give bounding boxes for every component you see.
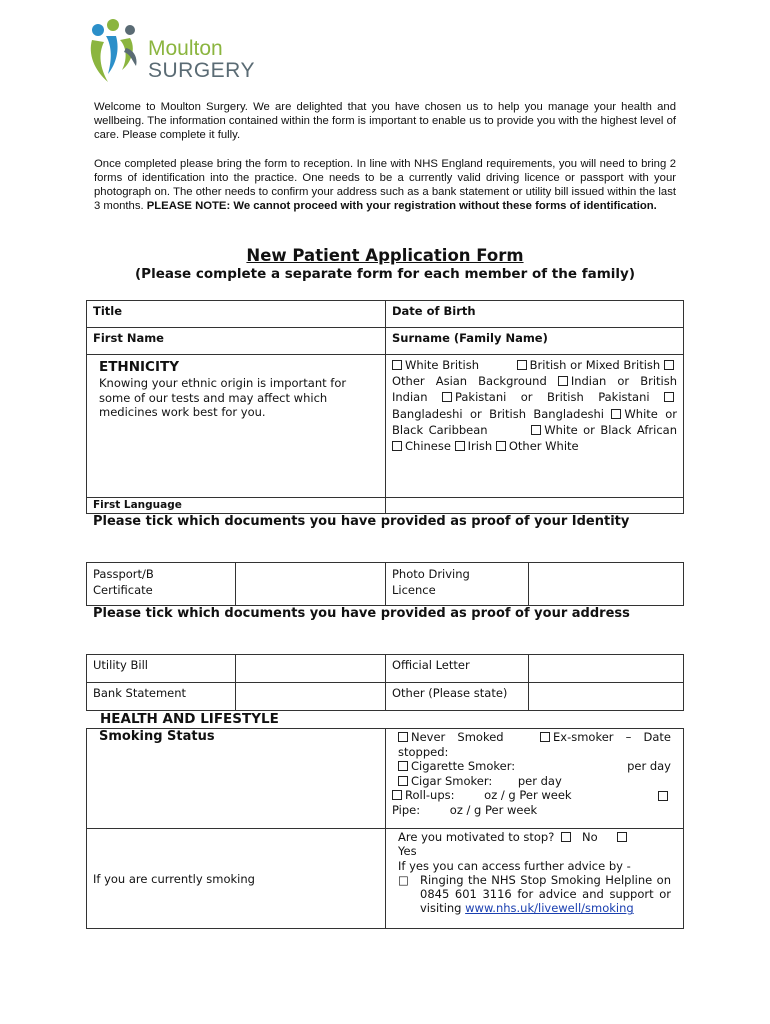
stop-smoking-info (386, 829, 683, 918)
ethnicity-option[interactable]: Pakistani or British Pakistani (442, 390, 650, 404)
bank-statement-label: Bank Statement (93, 686, 187, 700)
address-heading: Please tick which documents you have provided as proof of your address (93, 606, 630, 621)
smoking-status-label: Smoking Status (99, 728, 215, 744)
ethnicity-option[interactable]: White or Black African (531, 423, 677, 437)
cigarette-smoker-option[interactable]: Cigarette Smoker: (398, 759, 515, 774)
first-name-field[interactable] (87, 328, 386, 355)
logo (86, 18, 286, 88)
other-document-label: Other (Please state) (392, 686, 508, 700)
pipe-checkbox[interactable] (658, 791, 668, 801)
other-document-input[interactable] (529, 683, 684, 711)
checkbox[interactable] (442, 392, 452, 402)
first-language-field[interactable] (87, 498, 386, 514)
intro-paragraph-2 (94, 157, 676, 214)
bullet-icon: □ (398, 872, 409, 887)
checkbox[interactable] (392, 360, 402, 370)
ex-smoker-option[interactable]: Ex-smoker – Date stopped: (398, 730, 672, 759)
intro-note: PLEASE NOTE: We cannot proceed with your registration without these forms of identification. (146, 200, 657, 213)
checkbox[interactable] (398, 732, 408, 742)
utility-bill-tick-box[interactable] (236, 655, 386, 683)
ethnicity-option[interactable]: White British (392, 358, 479, 372)
smoking-options (386, 729, 683, 819)
pipe-option: Pipe: (392, 802, 421, 817)
title-label: Title (93, 304, 123, 318)
health-heading: HEALTH AND LIFESTYLE (100, 711, 279, 727)
surname-label: Surname (Family Name) (392, 331, 548, 345)
form-title: New Patient Application Form (246, 246, 524, 265)
checkbox[interactable] (496, 441, 506, 451)
yes-checkbox[interactable] (617, 832, 627, 842)
passport-label: Passport/B Certificate (93, 567, 154, 597)
utility-bill-label: Utility Bill (93, 658, 148, 672)
no-label: No (582, 830, 598, 844)
ethnicity-option[interactable]: Other Asian Background (392, 358, 677, 388)
bank-statement-tick-box[interactable] (236, 683, 386, 711)
livewell-smoking-link[interactable]: www.nhs.uk/livewell/smoking (465, 901, 634, 916)
rollups-option[interactable]: Roll-ups: (392, 788, 455, 802)
helpline-text: Ringing the NHS Stop Smoking Helpline on 0845 601 3116 for advice and support or visiting (420, 872, 671, 916)
ethnicity-option[interactable]: British or Mixed British (517, 358, 661, 372)
ethnicity-option[interactable]: Indian or British Indian (392, 374, 678, 405)
first-language-input[interactable] (386, 498, 684, 514)
health-table (86, 728, 684, 929)
ethnicity-option[interactable]: Irish (455, 439, 493, 453)
checkbox[interactable] (392, 790, 402, 800)
ethnicity-heading: ETHNICITY (99, 359, 179, 375)
rollups-unit: oz / g Per week (484, 788, 572, 802)
advice-text: If yes you can access further advice by - (398, 858, 631, 873)
ethnicity-options (386, 355, 683, 457)
photo-licence-tick-box[interactable] (529, 563, 684, 606)
pipe-unit: oz / g Per week (449, 802, 538, 817)
never-smoked-option[interactable]: Never Smoked (398, 730, 504, 744)
cigar-smoker-option[interactable]: Cigar Smoker: (398, 774, 492, 788)
checkbox[interactable] (540, 732, 550, 742)
identity-table (86, 562, 684, 606)
identity-heading: Please tick which documents you have provided as proof of your Identity (93, 514, 630, 529)
passport-tick-box[interactable] (236, 563, 386, 606)
intro-paragraph-1: Welcome to Moulton Surgery. We are delighted that you have chosen us to help you manage your health and wellbeing. The information contained within the form is important to enable us to provide you with the highest level of care. Please complete it fully. (94, 101, 676, 142)
checkbox[interactable] (664, 360, 674, 370)
checkbox[interactable] (664, 392, 674, 402)
first-language-label: First Language (93, 499, 182, 511)
no-checkbox[interactable] (561, 832, 571, 842)
checkbox[interactable] (398, 761, 408, 771)
checkbox[interactable] (558, 376, 568, 386)
logo-figures-icon (86, 18, 146, 84)
checkbox[interactable] (517, 360, 527, 370)
checkbox[interactable] (531, 425, 541, 435)
cigarette-per-day: per day (627, 759, 671, 773)
title-field[interactable] (87, 301, 386, 328)
ethnicity-description: Knowing your ethnic origin is important for some of our tests and may affect which medicines work best for you. (99, 376, 347, 419)
dob-label: Date of Birth (392, 304, 476, 318)
dob-field[interactable] (386, 301, 684, 328)
ethnicity-option[interactable]: Chinese (392, 439, 451, 453)
logo-name-top: Moulton (148, 37, 223, 60)
ethnicity-option[interactable]: White or Black Caribbean (392, 406, 678, 437)
logo-name-bottom: SURGERY (148, 59, 255, 82)
address-table (86, 654, 684, 711)
photo-licence-label: Photo Driving Licence (392, 567, 470, 597)
checkbox[interactable] (611, 409, 621, 419)
first-name-label: First Name (93, 331, 164, 345)
currently-smoking-label: If you are currently smoking (93, 871, 255, 886)
checkbox[interactable] (392, 441, 402, 451)
motivated-question: Are you motivated to stop? (398, 830, 555, 844)
yes-label: Yes (398, 844, 417, 859)
intro-paragraph-2-text: Once completed please bring the form to reception. In line with NHS England requirements, you will need to bring 2 forms of identification into the practice. One needs to be a currently valid driving licence or passport with your photograph on. The other needs to confirm your address such as a bank statement or utility bill issued within the last 3 months. (94, 157, 676, 213)
cigar-per-day: per day (517, 773, 562, 788)
official-letter-label: Official Letter (392, 658, 470, 672)
official-letter-tick-box[interactable] (529, 655, 684, 683)
form-subtitle: (Please complete a separate form for each member of the family) (135, 266, 635, 282)
surname-field[interactable] (386, 328, 684, 355)
ethnicity-option[interactable]: Other White (496, 439, 579, 453)
details-table (86, 300, 684, 514)
checkbox[interactable] (398, 776, 408, 786)
checkbox[interactable] (455, 441, 465, 451)
ethnicity-option[interactable]: Bangladeshi or British Bangladeshi (392, 390, 677, 420)
